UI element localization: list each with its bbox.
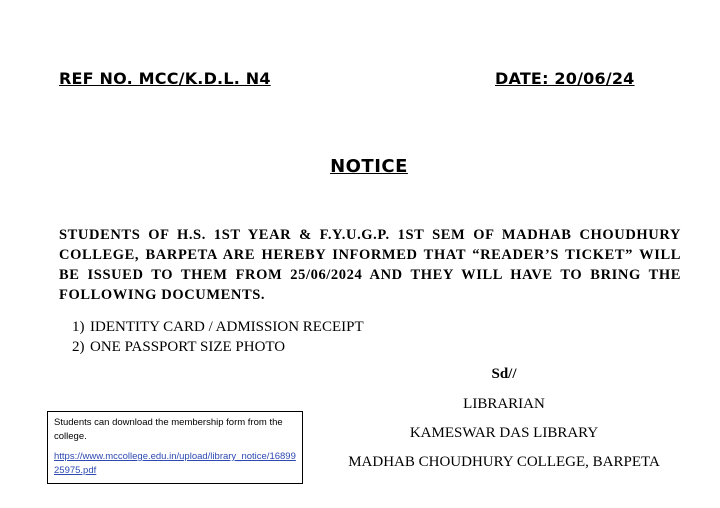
notice-title: NOTICE	[330, 156, 408, 177]
signature-sd: Sd//	[491, 366, 517, 382]
signature-designation: LIBRARIAN	[463, 396, 545, 412]
documents-list	[72, 317, 364, 357]
signature-library: KAMESWAR DAS LIBRARY	[409, 425, 599, 441]
notice-body: STUDENTS OF H.S. 1ST YEAR & F.Y.U.G.P. 1ST SEM OF MADHAB CHOUDHURY COLLEGE, BARPETA ARE HEREBY INFORMED THAT “READER’S TICKET” WILL BE ISSUED TO THEM FROM 25/06/2024 AND THEY WILL HAVE TO BRING THE FOLLOWING DOCUMENTS.	[59, 227, 681, 303]
membership-form-link[interactable]: https://www.mccollege.edu.in/upload/library_notice/1689925975.pdf	[54, 451, 296, 476]
list-item-number: 2)	[72, 339, 85, 355]
download-callout	[47, 411, 303, 484]
notice-date: DATE: 20/06/24	[495, 69, 635, 88]
list-item-number: 1)	[72, 319, 85, 335]
list-item-text: IDENTITY CARD / ADMISSION RECEIPT	[90, 319, 364, 335]
list-item-text: ONE PASSPORT SIZE PHOTO	[90, 339, 286, 355]
callout-message: Students can download the membership form from the college.	[54, 417, 283, 442]
signature-college: MADHAB CHOUDHURY COLLEGE, BARPETA	[348, 454, 660, 470]
list-item	[72, 317, 364, 337]
list-item	[72, 337, 364, 357]
reference-number: REF NO. MCC/K.D.L. N4	[59, 69, 271, 88]
